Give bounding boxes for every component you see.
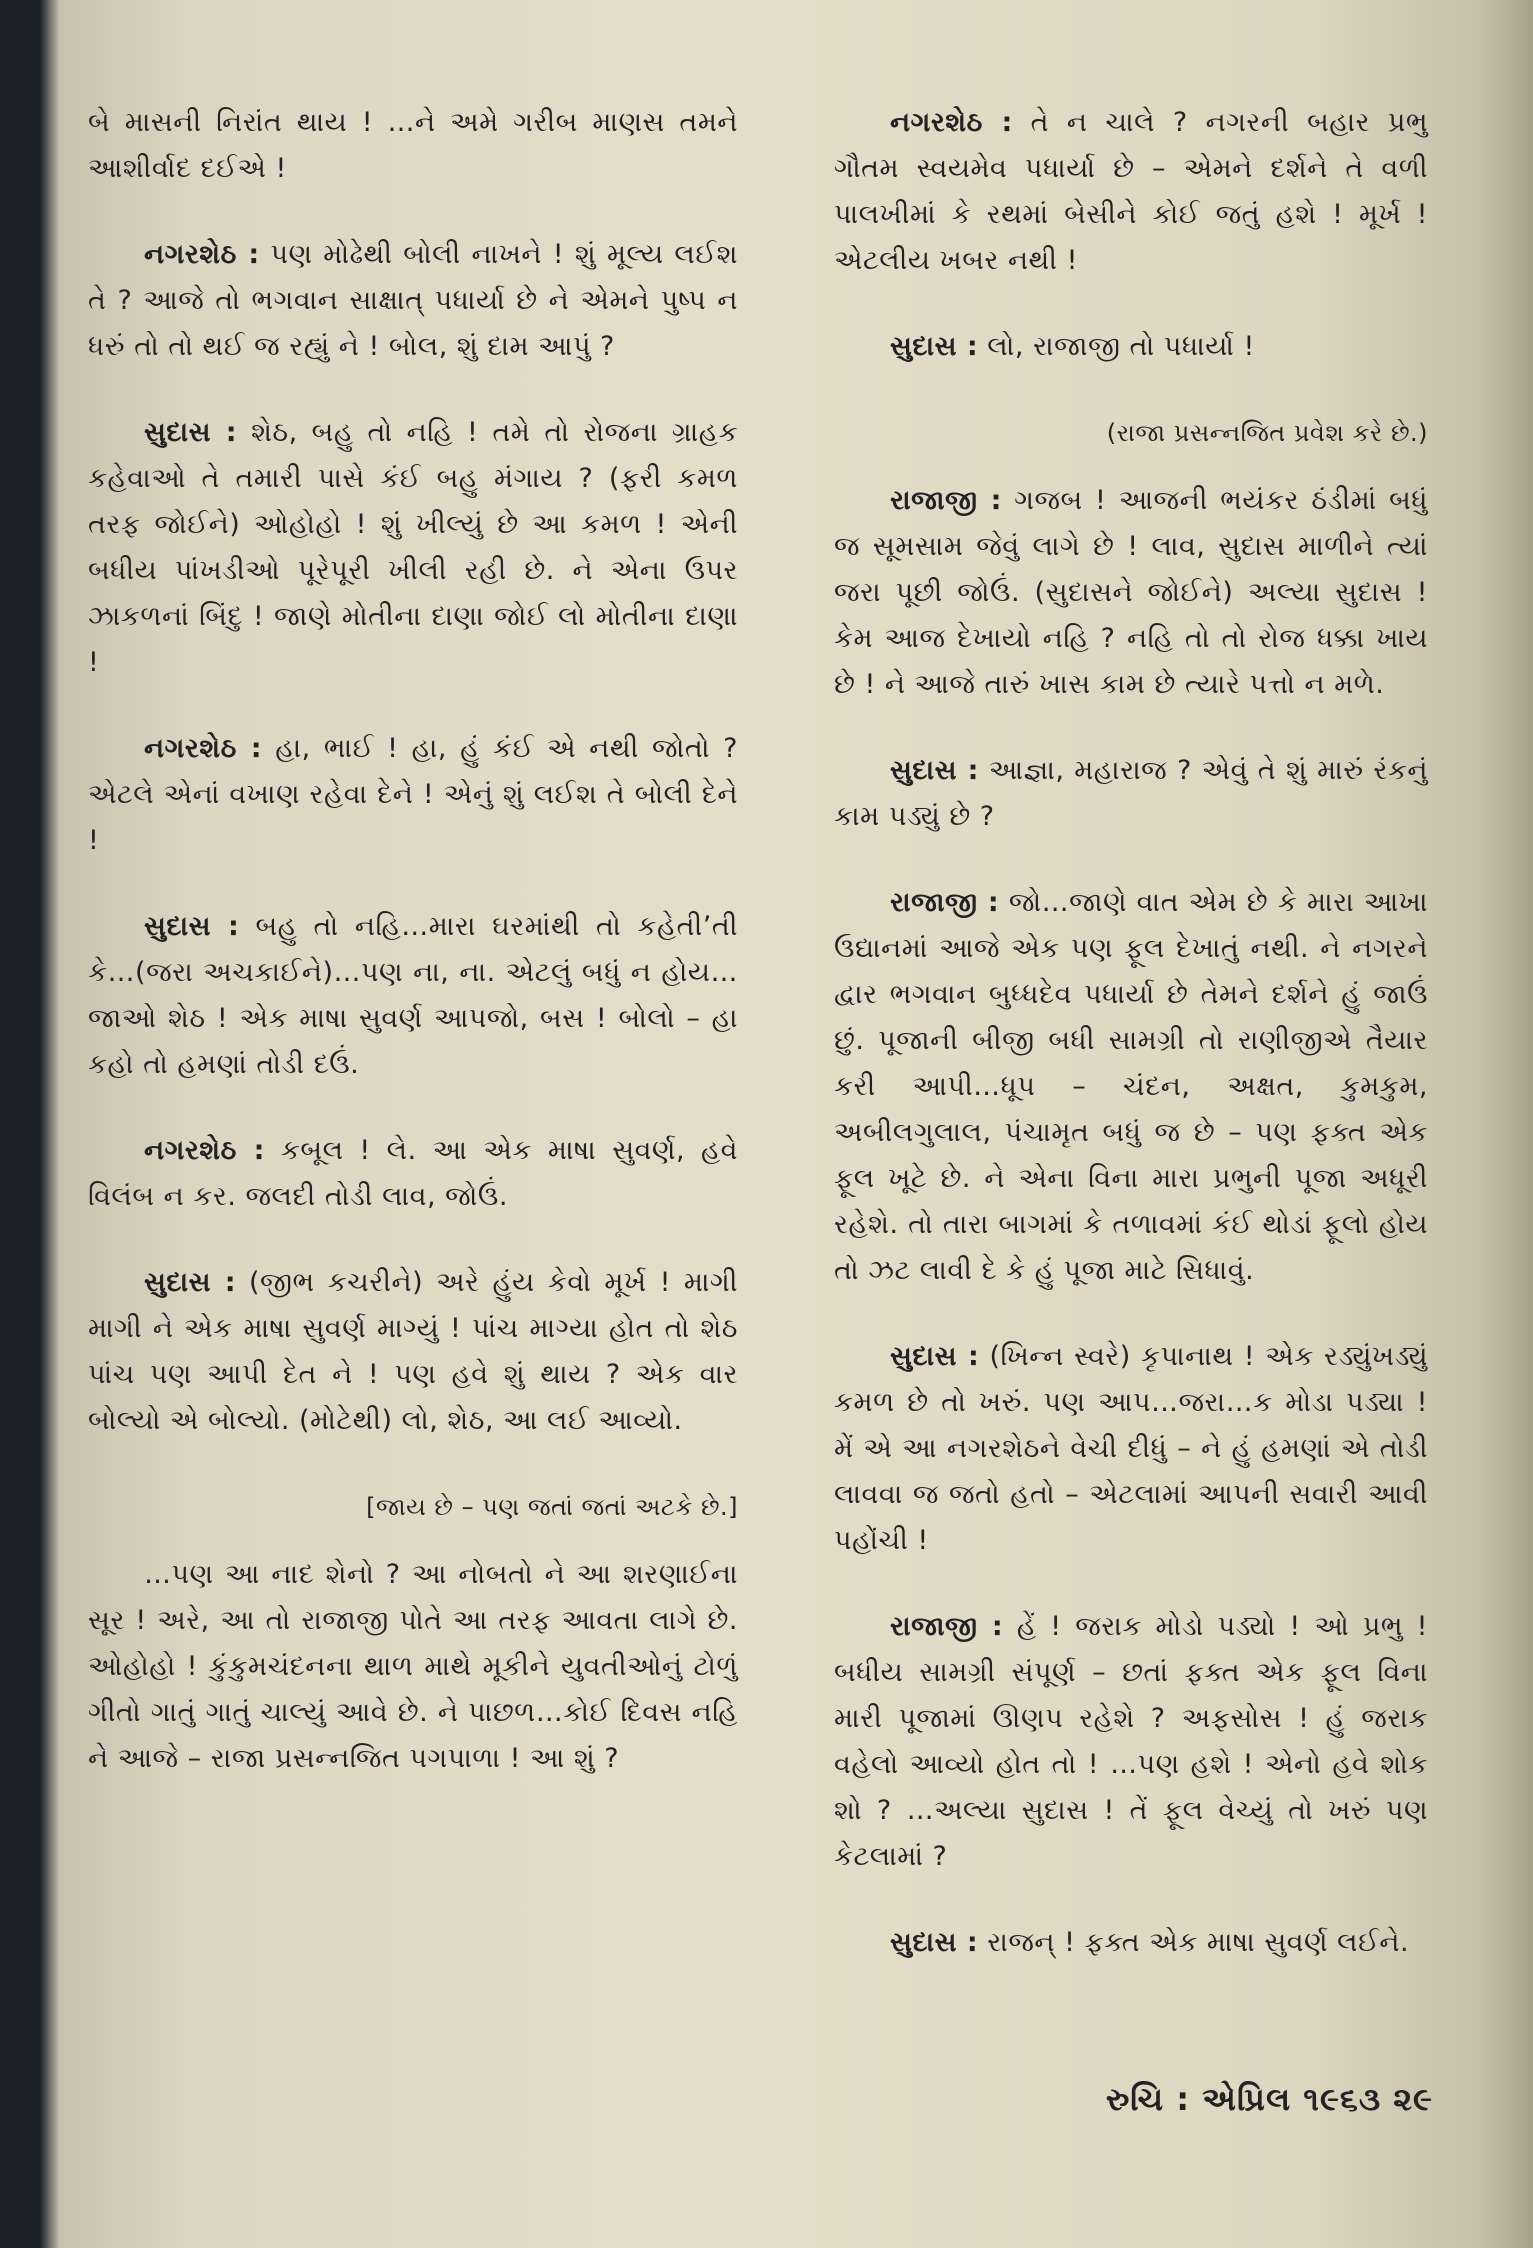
dialogue-paragraph — [834, 100, 1428, 284]
dialogue-text: આજ્ઞા, મહારાજ ? એવું તે શું મારું રંકનું કામ પડ્યું છે ? — [834, 755, 1428, 832]
speaker-name: સુદાસ : — [144, 417, 238, 448]
dialogue-text: બે માસની નિરાંત થાય ! …ને અમે ગરીબ માણસ તમને આશીર્વાદ દઈએ ! — [88, 107, 738, 184]
dialogue-paragraph — [834, 880, 1428, 1294]
speaker-name: રાજાજી : — [890, 887, 1000, 918]
dialogue-text: તે ન ચાલે ? નગરની બહાર પ્રભુ ગૌતમ સ્વયમેવ પધાર્યા છે – એમને દર્શને તે વળી પાલખીમાં કે રથમાં બેસીને કોઈ જતું હશે ! મૂર્ખ ! એટલીય ખબર નથી ! — [834, 107, 1429, 276]
dialogue-text: જો…જાણે વાત એમ છે કે મારા આખા ઉદ્યાનમાં આજે એક પણ ફૂલ દેખાતું નથી. ને નગરને દ્વાર ભગવાન બુધ્ધદેવ પધાર્યા છે તેમને દર્શને હું જાઉં છું. પૂજાની બીજી બધી સામગ્રી તો રાણીજીએ તૈયાર કરી આપી…ધૂપ – ચંદન, અક્ષત, કુમકુમ, અબીલગુલાલ, પંચામૃત બધું જ છે – પણ ફક્ત એક ફૂલ ખૂટે છે. ને એના વિના મારા પ્રભુની પૂજા અધૂરી રહેશે. તો તારા બાગમાં કે તળાવમાં કંઈ થોડાં ફૂલો હોય તો ઝટ લાવી દે કે હું પૂજા માટે સિધાવું. — [834, 887, 1428, 1286]
dialogue-paragraph — [834, 478, 1428, 708]
dialogue-paragraph — [834, 1920, 1428, 1966]
right-column — [834, 100, 1428, 2006]
dialogue-text: (જીભ કચરીને) અરે હુંય કેવો મૂર્ખ ! માગી માગી ને એક માષા સુવર્ણ માગ્યું ! પાંચ માગ્યા હોત તો શેઠ પાંચ પણ આપી દેત ને ! પણ હવે શું થાય ? એક વાર બોલ્યો એ બોલ્યો. (મોટેથી) લો, શેઠ, આ લઈ આવ્યો. — [88, 1267, 738, 1436]
speaker-name: રાજાજી : — [890, 485, 1002, 516]
speaker-name: નગરશેઠ : — [144, 1135, 265, 1166]
dialogue-text: કબૂલ ! લે. આ એક માષા સુવર્ણ, હવે વિલંબ ન કર. જલદી તોડી લાવ, જોઉં. — [88, 1135, 738, 1212]
speaker-name: સુદાસ : — [890, 1927, 979, 1958]
dialogue-text: હા, ભાઈ ! હા, હું કંઈ એ નથી જોતો ? એટલે એનાં વખાણ રહેવા દેને ! એનું શું લઈશ તે બોલી દેને ! — [88, 733, 738, 856]
left-column — [88, 100, 738, 1822]
speaker-name: નગરશેઠ : — [890, 107, 1013, 138]
speaker-name: નગરશેઠ : — [144, 239, 260, 270]
dialogue-paragraph — [88, 100, 738, 192]
dialogue-paragraph — [88, 1260, 738, 1444]
speaker-name: સુદાસ : — [890, 1341, 980, 1372]
dialogue-paragraph — [88, 1552, 738, 1782]
dialogue-paragraph — [88, 232, 738, 370]
dialogue-text: …પણ આ નાદ શેનો ? આ નોબતો ને આ શરણાઈના સૂર ! અરે, આ તો રાજાજી પોતે આ તરફ આવતા લાગે છે. ઓહોહો ! કુંકુમચંદનના થાળ માથે મૂકીને યુવતીઓનું ટોળું ગીતો ગાતું ગાતું ચાલ્યું આવે છે. ને પાછળ…કોઈ દિવસ નહિ ને આજે – રાજા પ્રસન્નજિત પગપાળા ! આ શું ? — [88, 1559, 738, 1774]
stage-direction: [જાય છે – પણ જતાં જતાં અટકે છે.] — [366, 1493, 738, 1521]
dialogue-text: (ખિન્ન સ્વરે) કૃપાનાથ ! એક રડ્યુંખડ્યું કમળ છે તો ખરું. પણ આપ…જરા…ક મોડા પડ્યા ! મેં એ આ નગરશેઠને વેચી દીધું – ને હું હમણાં એ તોડી લાવવા જ જતો હતો – એટલામાં આપની સવારી આવી પહોંચી ! — [834, 1341, 1428, 1556]
speaker-name: સુદાસ : — [144, 911, 240, 942]
dialogue-text: હેં ! જરાક મોડો પડ્યો ! ઓ પ્રભુ ! બધીય સામગ્રી સંપૂર્ણ – છતાં ફક્ત એક ફૂલ વિના મારી પૂજામાં ઊણપ રહેશે ? અફસોસ ! હું જરાક વહેલો આવ્યો હોત તો ! …પણ હશે ! એનો હવે શોક શો ? …અલ્યા સુદાસ ! તેં ફૂલ વેચ્યું તો ખરું પણ કેટલામાં ? — [834, 1611, 1428, 1872]
dialogue-text: લો, રાજાજી તો પધાર્યા ! — [987, 331, 1255, 362]
speaker-name: સુદાસ : — [890, 331, 979, 362]
speaker-name: રાજાજી : — [890, 1611, 1004, 1642]
dialogue-text: પણ મોઢેથી બોલી નાખને ! શું મૂલ્ય લઈશ તે ? આજે તો ભગવાન સાક્ષાત્ પધાર્યા છે ને એમને પુષ્પ ન ધરું તો તો થઈ જ રહ્યું ને ! બોલ, શું દામ આપું ? — [88, 239, 738, 362]
speaker-name: સુદાસ : — [890, 755, 979, 786]
dialogue-text: શેઠ, બહુ તો નહિ ! તમે તો રોજના ગ્રાહક કહેવાઓ તે તમારી પાસે કંઈ બહુ મંગાય ? (ફરી કમળ તરફ જોઈને) ઓહોહો ! શું ખીલ્યું છે આ કમળ ! એની બધીય પાંખડીઓ પૂરેપૂરી ખીલી રહી છે. ને એના ઉપર ઝાકળનાં બિંદુ ! જાણે મોતીના દાણા જોઈ લો મોતીના દાણા ! — [88, 417, 739, 678]
dialogue-text: બહુ તો નહિ…મારા ઘરમાંથી તો કહેતી’તી કે…(જરા અચકાઈને)…પણ ના, ના. એટલું બધું ન હોય…જાઓ શેઠ ! એક માષા સુવર્ણ આપજો, બસ ! બોલો – હા કહો તો હમણાં તોડી દઉં. — [88, 911, 738, 1080]
page-footer: રુચિ : એપ્રિલ ૧૯૬૩ ૨૯ — [1105, 2080, 1433, 2118]
dialogue-paragraph — [834, 1334, 1428, 1564]
dialogue-text: રાજન્ ! ફક્ત એક માષા સુવર્ણ લઈને. — [987, 1927, 1410, 1958]
dialogue-paragraph — [88, 410, 738, 686]
speaker-name: નગરશેઠ : — [144, 733, 263, 764]
dialogue-paragraph — [834, 324, 1428, 370]
dialogue-paragraph — [88, 1128, 738, 1220]
dialogue-paragraph — [834, 1604, 1428, 1880]
dialogue-paragraph — [834, 748, 1428, 840]
dialogue-paragraph — [88, 904, 738, 1088]
dialogue-paragraph — [88, 726, 738, 864]
stage-direction: (રાજા પ્રસન્નજિત પ્રવેશ કરે છે.) — [1106, 419, 1428, 447]
dialogue-text: ગજબ ! આજની ભયંકર ઠંડીમાં બધું જ સૂમસામ જેવું લાગે છે ! લાવ, સુદાસ માળીને ત્યાં જરા પૂછી જોઉં. (સુદાસને જોઈને) અલ્યા સુદાસ ! કેમ આજ દેખાયો નહિ ? નહિ તો તો રોજ ધક્કા ખાય છે ! ને આજે તારું ખાસ કામ છે ત્યારે પત્તો ન મળે. — [834, 485, 1428, 700]
speaker-name: સુદાસ : — [144, 1267, 237, 1298]
